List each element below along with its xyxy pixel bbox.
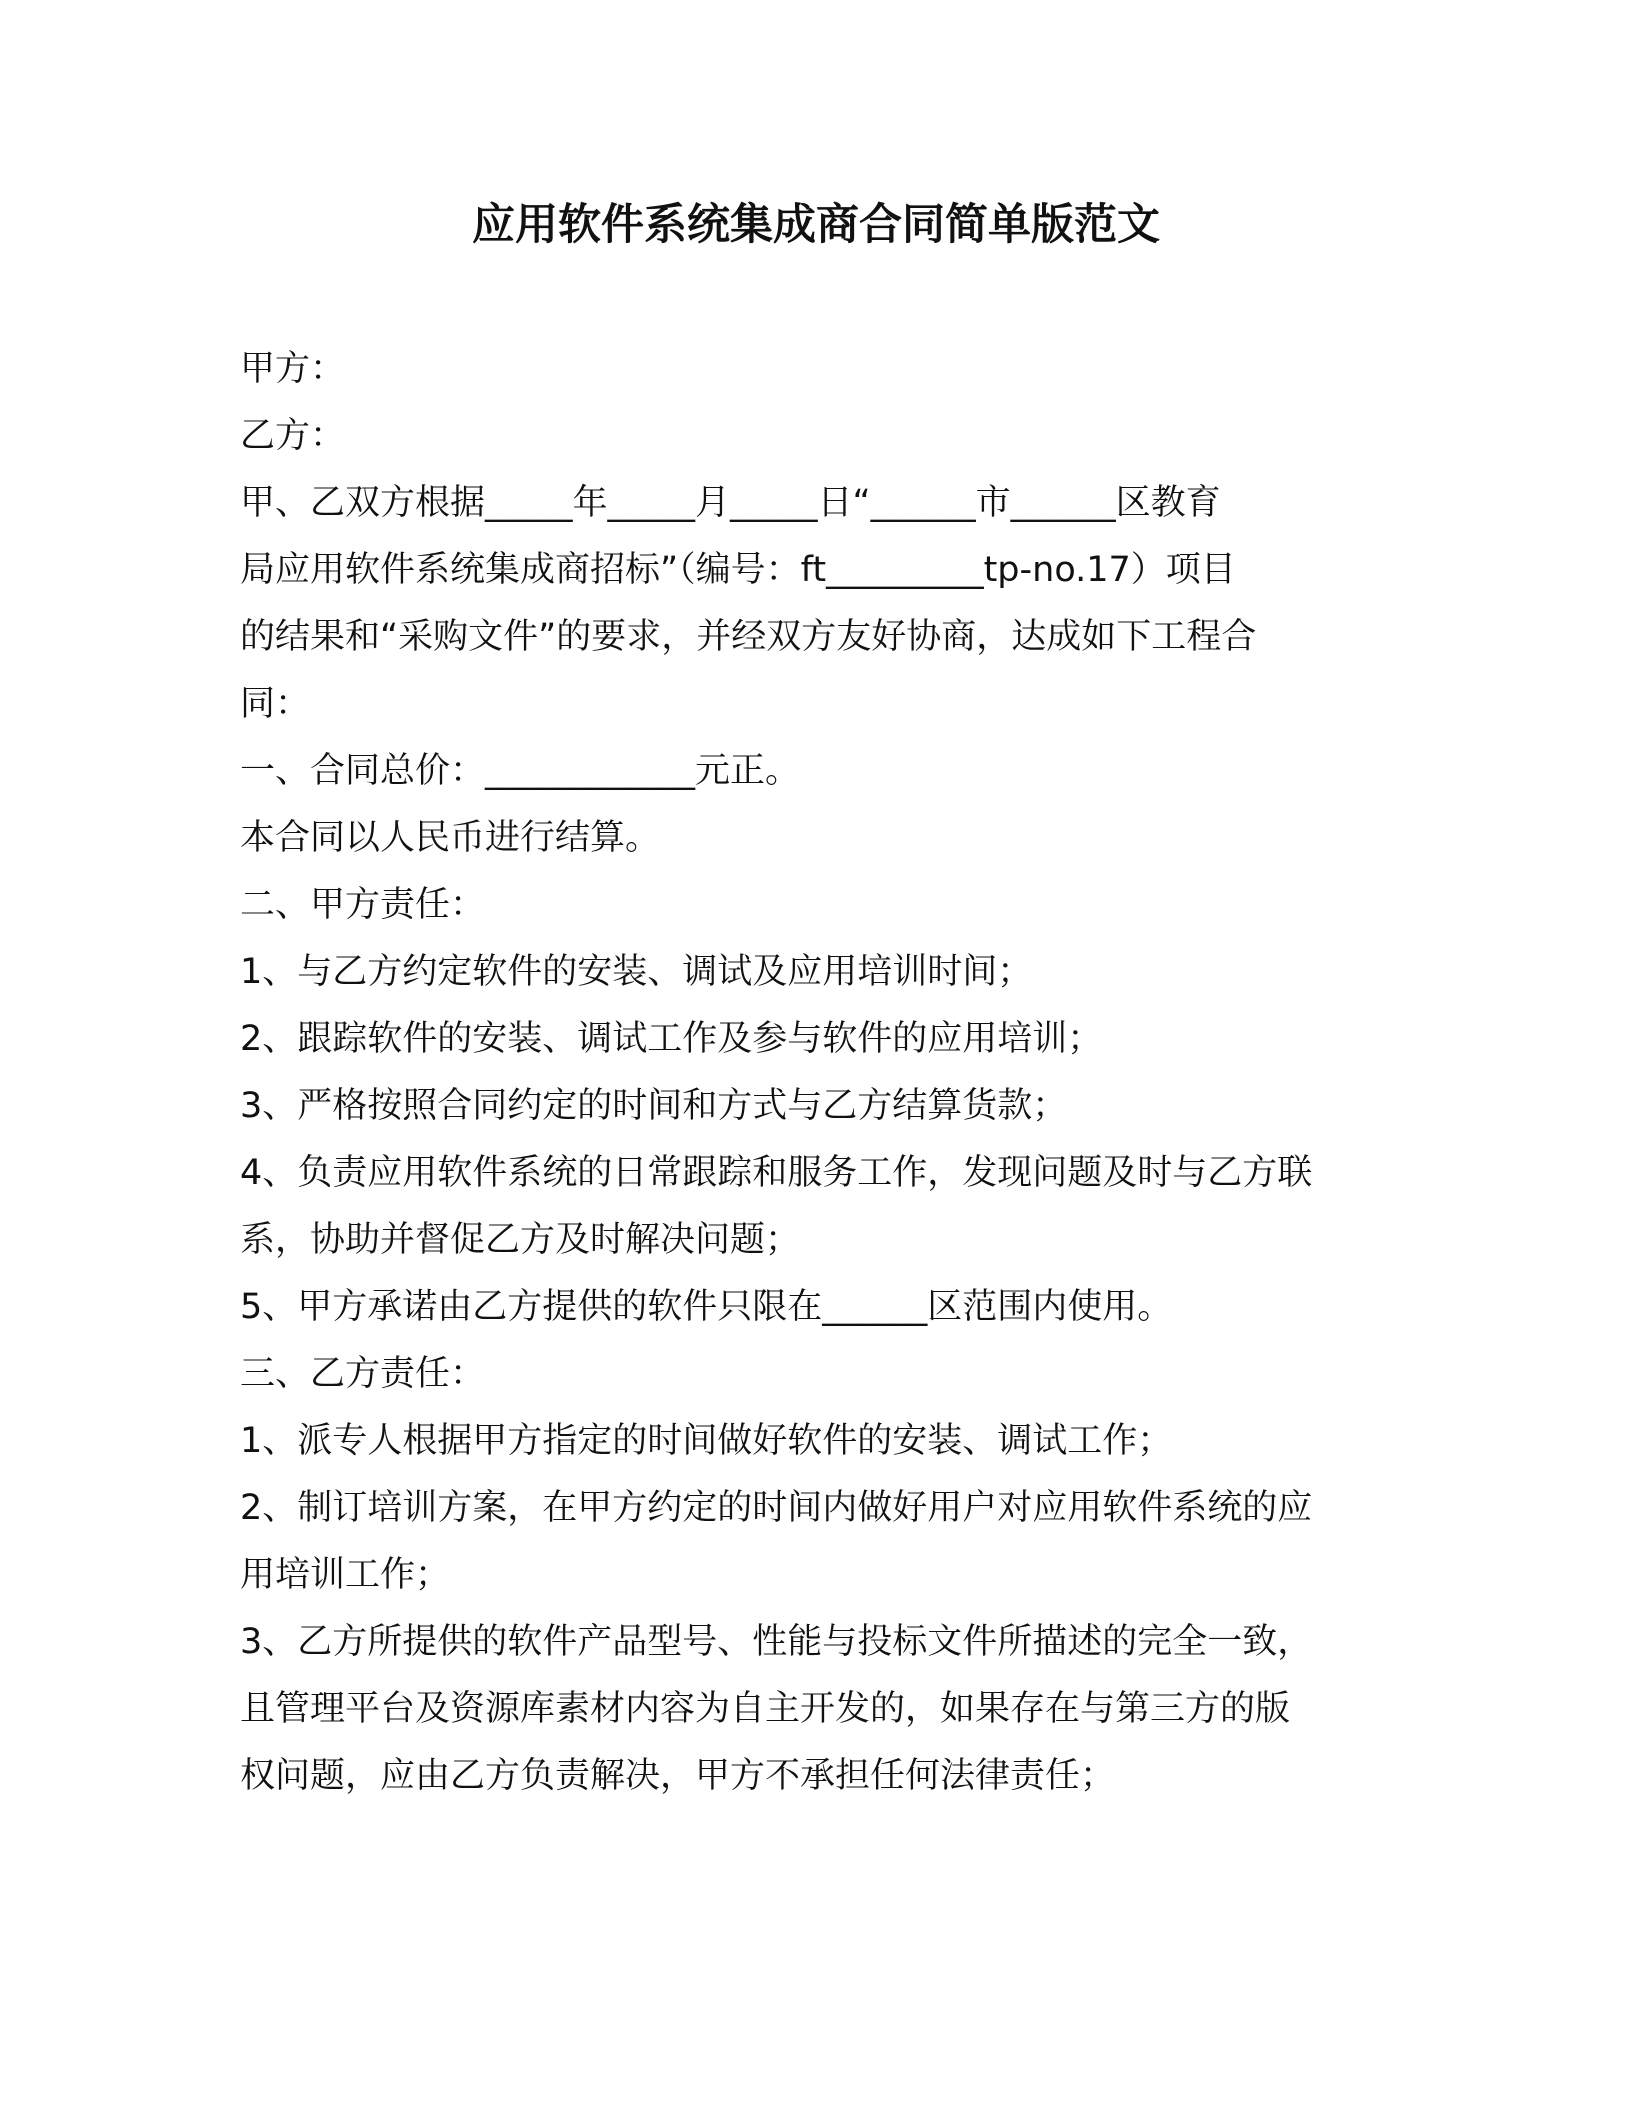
document-title: 应用软件系统集成商合同简单版范文 (472, 200, 1160, 250)
preamble-line-2: 局应用软件系统集成商招标”（编号：ft_________tp-no.17）项目 (240, 550, 1236, 590)
section-heading-party-b: 三、乙方责任： (240, 1354, 486, 1394)
party-a-item-1: 1、与乙方约定软件的安装、调试及应用培训时间； (240, 952, 1033, 992)
document-body (240, 336, 1386, 1810)
party-b-line: 乙方： (240, 416, 346, 456)
section-heading-party-a: 二、甲方责任： (240, 885, 486, 925)
party-a-item-5: 5、甲方承诺由乙方提供的软件只限在______区范围内使用。 (240, 1287, 1173, 1327)
party-a-item-4-line-1: 4、负责应用软件系统的日常跟踪和服务工作，发现问题及时与乙方联 (240, 1153, 1313, 1193)
party-b-item-2-line-1: 2、制订培训方案，在甲方约定的时间内做好用户对应用软件系统的应 (240, 1488, 1313, 1528)
party-b-item-2-line-2: 用培训工作； (240, 1555, 451, 1595)
preamble-line-1: 甲、乙双方根据_____年_____月_____日“______市______区教育 (240, 483, 1221, 523)
party-b-item-3-line-2: 且管理平台及资源库素材内容为自主开发的，如果存在与第三方的版 (240, 1689, 1291, 1729)
party-a-item-4-line-2: 系，协助并督促乙方及时解决问题； (240, 1220, 801, 1260)
party-b-item-1: 1、派专人根据甲方指定的时间做好软件的安装、调试工作； (240, 1421, 1173, 1461)
settlement-currency: 本合同以人民币进行结算。 (240, 818, 661, 858)
party-b-item-3-line-3: 权问题，应由乙方负责解决，甲方不承担任何法律责任； (240, 1756, 1116, 1796)
party-a-item-3: 3、严格按照合同约定的时间和方式与乙方结算货款； (240, 1086, 1068, 1126)
contract-total-price: 一、合同总价：____________元正。 (240, 751, 801, 791)
preamble-line-4: 同： (240, 684, 311, 724)
party-a-item-2: 2、跟踪软件的安装、调试工作及参与软件的应用培训； (240, 1019, 1103, 1059)
party-b-item-3-line-1: 3、乙方所提供的软件产品型号、性能与投标文件所描述的完全一致， (240, 1622, 1313, 1662)
party-a-line: 甲方： (240, 349, 346, 389)
preamble-line-3: 的结果和“采购文件”的要求，并经双方友好协商，达成如下工程合 (240, 617, 1257, 657)
